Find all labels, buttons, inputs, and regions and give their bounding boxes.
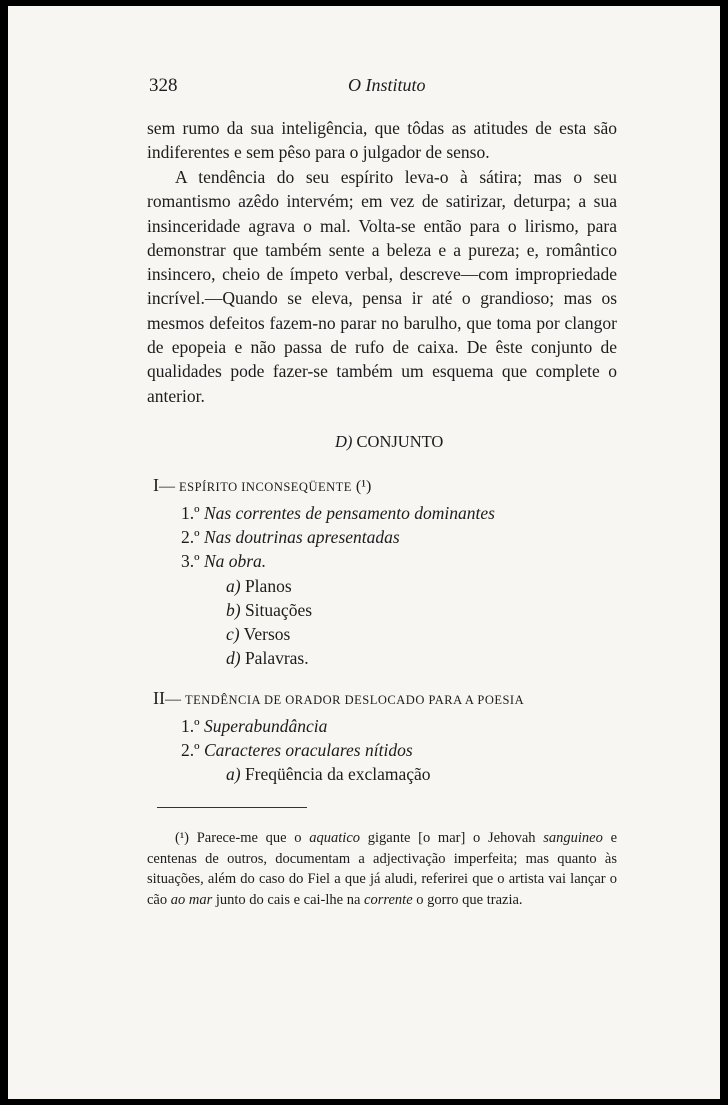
group-heading-1 (153, 475, 371, 496)
list-item (181, 527, 400, 548)
footnote-italic: corrente (364, 892, 413, 909)
sub-item-text: Versos (243, 624, 291, 644)
sub-item (226, 648, 309, 669)
group-1-title: ESPÍRITO INCONSEQÜENTE (179, 480, 352, 494)
sub-item (226, 624, 290, 645)
book-page (8, 6, 720, 1099)
running-title: O Instituto (348, 75, 426, 95)
footnote (147, 828, 617, 911)
sub-item (226, 600, 312, 621)
group-heading-2 (153, 688, 524, 709)
item-text: Caracteres oraculares nítidos (203, 740, 413, 760)
item-text: Nas correntes de pensamento dominantes (203, 503, 495, 523)
list-item (181, 503, 495, 524)
sub-item (226, 764, 431, 785)
footnote-divider (157, 807, 307, 808)
item-text: Nas doutrinas apresentadas (203, 527, 400, 547)
group-1-dash: — (159, 478, 175, 495)
group-2-roman: II (153, 688, 165, 708)
group-1-note-mark: (¹) (355, 478, 372, 495)
footnote-text: junto do cais e cai-lhe na (215, 892, 361, 909)
sub-item-letter: a) (226, 764, 241, 784)
footnote-italic: sanguineo (543, 830, 603, 846)
paragraph-1: sem rumo da sua inteligência, que tôdas as atitudes de esta são indiferentes e sem pêso para o julgador de senso. (147, 118, 617, 163)
item-text: Na obra. (203, 551, 267, 571)
paragraph-2: A tendência do seu espírito leva-o à sátira; mas o seu romantismo azêdo intervém; em vez de satirizar, deturpa; a sua insinceridade agrava o mal. Volta-se então para o lirismo, para demonstrar que também sente a beleza e a pureza; e, romântico insincero, cheio de ímpeto verbal, descreve—com impropriedade incrível.—Quando se eleva, pensa ir até o grandioso; mas os mesmos defeitos fazem-no parar no barulho, que toma por clangor de epopeia e não passa de rufo de caixa. De êste conjunto de qualidades pode fazer-se também um esquema que complete o anterior. (147, 167, 617, 406)
sub-item-text: Planos (244, 576, 292, 596)
footnote-mark: (¹) (175, 830, 190, 846)
item-ordinal: 2.º (181, 527, 200, 547)
footnote-text: gigante [o mar] o Jehovah (367, 830, 536, 846)
sub-item-text: Palavras. (244, 648, 309, 668)
footnote-text: Parece-me que o (196, 830, 302, 846)
group-2-title: TENDÊNCIA DE ORADOR DESLOCADO PARA A POESIA (185, 693, 525, 707)
list-item (181, 551, 266, 572)
group-1-roman: I (153, 475, 159, 495)
item-ordinal: 3.º (181, 551, 200, 571)
sub-item-letter: d) (226, 648, 241, 668)
footnote-italic: aquatico (309, 830, 361, 846)
section-letter: D) (335, 432, 353, 451)
item-ordinal: 2.º (181, 740, 200, 760)
sub-item (226, 576, 292, 597)
item-ordinal: 1.º (181, 503, 200, 523)
footnote-text: e centenas de outros, documentam a adjectivação imperfeita; mas quanto às situações, além do caso do Fiel a que já aludi, referirei que o artista vai lançar o cão (147, 830, 617, 909)
sub-item-text: Freqüência da exclamação (244, 764, 431, 784)
footnote-text: o gorro que trazia. (416, 892, 523, 909)
list-item (181, 740, 413, 761)
sub-item-letter: c) (226, 624, 240, 644)
section-heading (335, 432, 443, 452)
item-ordinal: 1.º (181, 716, 200, 736)
list-item (181, 716, 327, 737)
item-text: Superabundância (203, 716, 328, 736)
section-title: CONJUNTO (356, 432, 444, 451)
page-number: 328 (149, 75, 178, 96)
sub-item-text: Situações (244, 600, 313, 620)
sub-item-letter: b) (226, 600, 241, 620)
footnote-italic: ao mar (170, 892, 213, 909)
sub-item-letter: a) (226, 576, 241, 596)
group-2-dash: — (165, 691, 181, 708)
